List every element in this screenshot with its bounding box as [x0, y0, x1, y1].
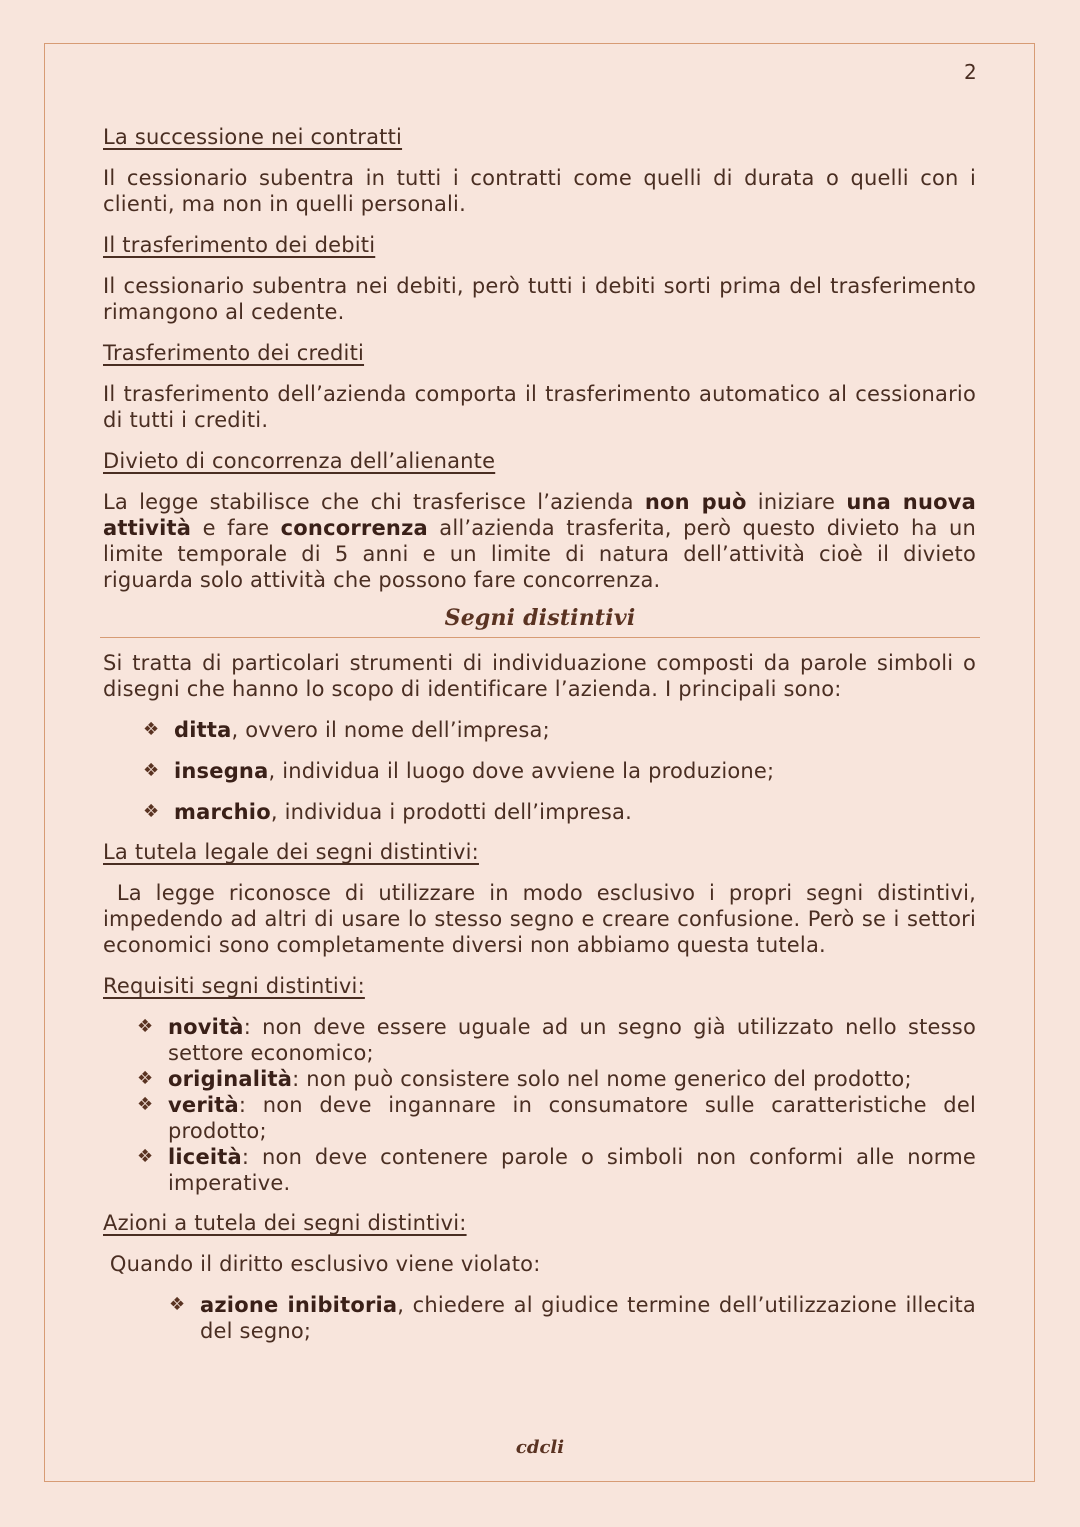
bullet-icon: ❖ [143, 760, 160, 781]
section-title-bar [100, 605, 980, 638]
heading-divieto-concorrenza: Divieto di concorrenza dell’alienante [103, 449, 496, 473]
paragraph-trasferimento-crediti: Il trasferimento dell’azienda comporta il trasferimento automatico al cessionario di tutti i crediti. [103, 382, 976, 432]
heading-trasferimento-crediti: Trasferimento dei crediti [103, 341, 365, 365]
bullet-icon: ❖ [169, 1294, 186, 1315]
list-item: ❖ insegna, individua il luogo dove avviene la produzione; [143, 759, 775, 783]
bullet-icon: ❖ [143, 719, 160, 740]
list-requisiti [103, 1014, 976, 1196]
paragraph-tutela-legale: La legge riconosce di utilizzare in modo esclusivo i propri segni distintivi, impedendo ad altri di usare lo stesso segno e creare confusione. Però se i settori economici sono completamente diversi non abbiamo questa tutela. [103, 881, 983, 957]
document-body [103, 124, 983, 1358]
list-item: ❖ ditta, ovvero il nome dell’impresa; [143, 718, 550, 742]
list-item: ❖ liceità: non deve contenere parole o simboli non conformi alle norme imperative. [137, 1145, 976, 1195]
page-number: 2 [964, 60, 977, 84]
bullet-icon: ❖ [137, 1016, 154, 1037]
paragraph-successione-contratti: Il cessionario subentra in tutti i contratti come quelli di durata o quelli con i clienti, ma non in quelli personali. [103, 166, 976, 216]
list-item: ❖ marchio, individua i prodotti dell’impresa. [143, 800, 632, 824]
bullet-icon: ❖ [137, 1068, 154, 1089]
list-segni [103, 717, 976, 825]
heading-trasferimento-debiti: Il trasferimento dei debiti [103, 233, 376, 257]
bullet-icon: ❖ [137, 1146, 154, 1167]
paragraph-segni-intro: Si tratta di particolari strumenti di individuazione composti da parole simboli o disegni che hanno lo scopo di identificare l’azienda. I principali sono: [103, 651, 976, 701]
heading-tutela-legale: La tutela legale dei segni distintivi: [103, 840, 479, 864]
list-azioni [103, 1292, 976, 1344]
paragraph-trasferimento-debiti: Il cessionario subentra nei debiti, però tutti i debiti sorti prima del trasferimento rimangono al cedente. [103, 274, 976, 324]
paragraph-divieto-concorrenza: La legge stabilisce che chi trasferisce l’azienda non può iniziare una nuova attività e fare concorrenza all’azienda trasferita, però questo divieto ha un limite temporale di 5 anni e un limite di natura dell’attività cioè il divieto riguarda solo attività che possono fare concorrenza. [103, 490, 976, 592]
bullet-icon: ❖ [137, 1094, 154, 1115]
list-item: ❖ azione inibitoria, chiedere al giudice termine dell’utilizzazione illecita del segno; [169, 1293, 976, 1343]
bullet-icon: ❖ [143, 801, 160, 822]
section-title-segni-distintivi: Segni distintivi [444, 605, 636, 631]
list-item: ❖ novità: non deve essere uguale ad un segno già utilizzato nello stesso settore economico; [137, 1015, 976, 1065]
heading-successione-contratti: La successione nei contratti [103, 125, 403, 149]
footer-signature: cdcli [515, 1437, 565, 1458]
heading-azioni-tutela: Azioni a tutela dei segni distintivi: [103, 1211, 467, 1235]
paragraph-azioni-intro: Quando il diritto esclusivo viene violato: [103, 1252, 541, 1276]
list-item: ❖ verità: non deve ingannare in consumatore sulle caratteristiche del prodotto; [137, 1093, 976, 1143]
heading-requisiti: Requisiti segni distintivi: [103, 974, 365, 998]
list-item: ❖ originalità: non può consistere solo nel nome generico del prodotto; [137, 1067, 912, 1091]
